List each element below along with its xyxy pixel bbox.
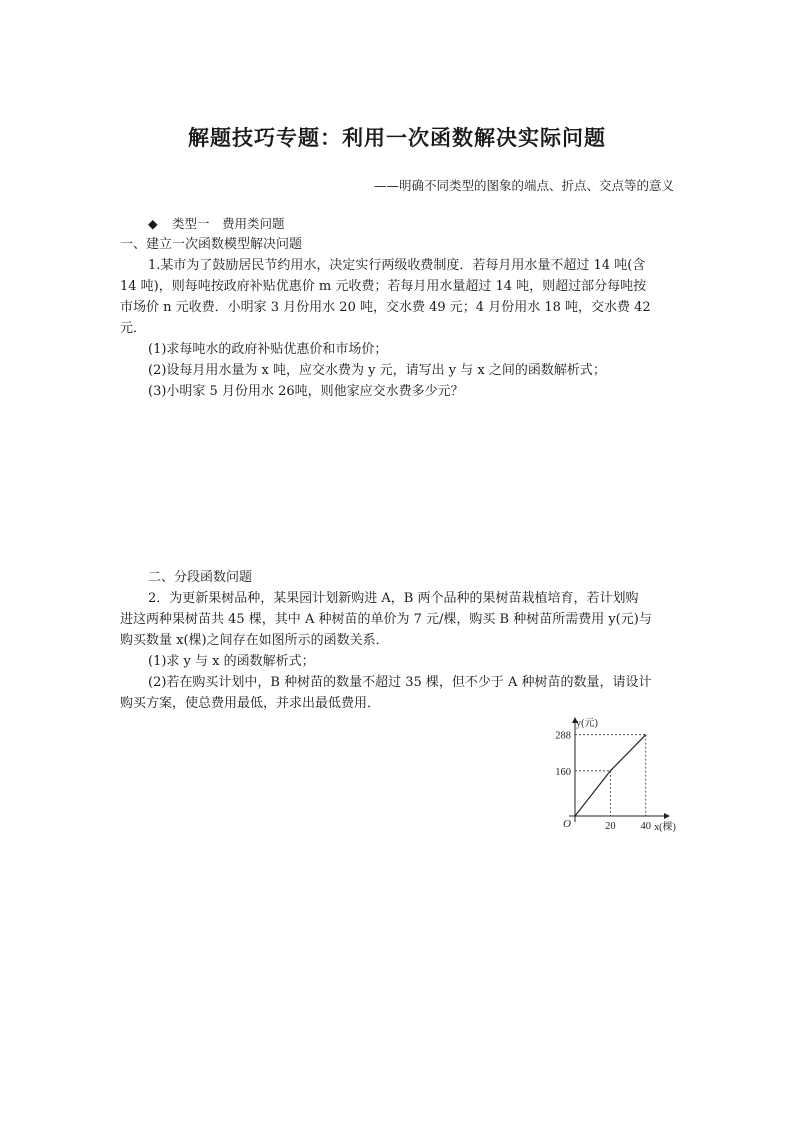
problem2-question-1: (1)求 y 与 x 的函数解析式； — [148, 654, 315, 669]
x-tick-label: 20 — [605, 821, 616, 832]
problem1-question-2: (2)设每月用水量为 x 吨，应交水费为 y 元，请写出 y 与 x 之间的函数解析式； — [148, 363, 606, 378]
problem1-line: 14 吨)，则每吨按政府补贴优惠价 m 元收费；若每月用水量超过 14 吨，则超过部分每吨按 — [120, 279, 647, 294]
problem2-line: 购买数量 x(棵)之间存在如图所示的函数关系． — [120, 633, 389, 648]
y-tick-label: 288 — [555, 730, 571, 742]
type-heading — [148, 214, 704, 235]
section-heading-2: 二、分段函数问题 — [148, 570, 253, 585]
problem1-line: 元． — [120, 321, 147, 336]
function-graph — [545, 712, 680, 832]
x-axis-label: x(棵) — [654, 822, 676, 832]
problem2-line: 2．为更新果树品种，某果园计划新购进 A，B 两个品种的果树苗栽植培育，若计划购 — [148, 591, 639, 606]
problem1-line: 市场价 n 元收费．小明家 3 月份用水 20 吨，交水费 49 元；4 月份用水 18 吨，交水费 42 — [120, 300, 651, 315]
x-tick-label: 40 — [640, 821, 652, 832]
problem2-question-2: (2)若在购买计划中，B 种树苗的数量不超过 35 棵，但不少于 A 种树苗的数量，请设计 — [148, 675, 652, 690]
problem2-line: 进这两种果树苗共 45 棵，其中 A 种树苗的单价为 7 元/棵，购买 B 种树苗所需费用 y(元)与 — [120, 612, 652, 627]
page-title: 解题技巧专题：利用一次函数解决实际问题 — [188, 125, 606, 150]
page-subtitle: ——明确不同类型的图象的端点、折点、交点等的意义 — [373, 178, 674, 193]
diamond-icon: ◆ — [148, 216, 158, 231]
y-tick-label: 160 — [555, 766, 571, 778]
y-axis-label: y(元) — [576, 718, 598, 729]
problem1-question-1: (1)求每吨水的政府补贴优惠价和市场价； — [148, 342, 388, 357]
problem2-question-2-cont: 购买方案，使总费用最低，并求出最低费用． — [120, 696, 381, 711]
problem1-question-3: (3)小明家 5 月份用水 26吨，则他家应交水费多少元？ — [148, 384, 464, 399]
type-heading-label: 类型一 费用类问题 — [172, 216, 285, 231]
origin-label: O — [563, 818, 571, 830]
problem1-line: 1.某市为了鼓励居民节约用水，决定实行两级收费制度．若每月用水量不超过 14 吨(含 — [148, 258, 646, 273]
section-heading-1: 一、建立一次函数模型解决问题 — [120, 237, 303, 252]
